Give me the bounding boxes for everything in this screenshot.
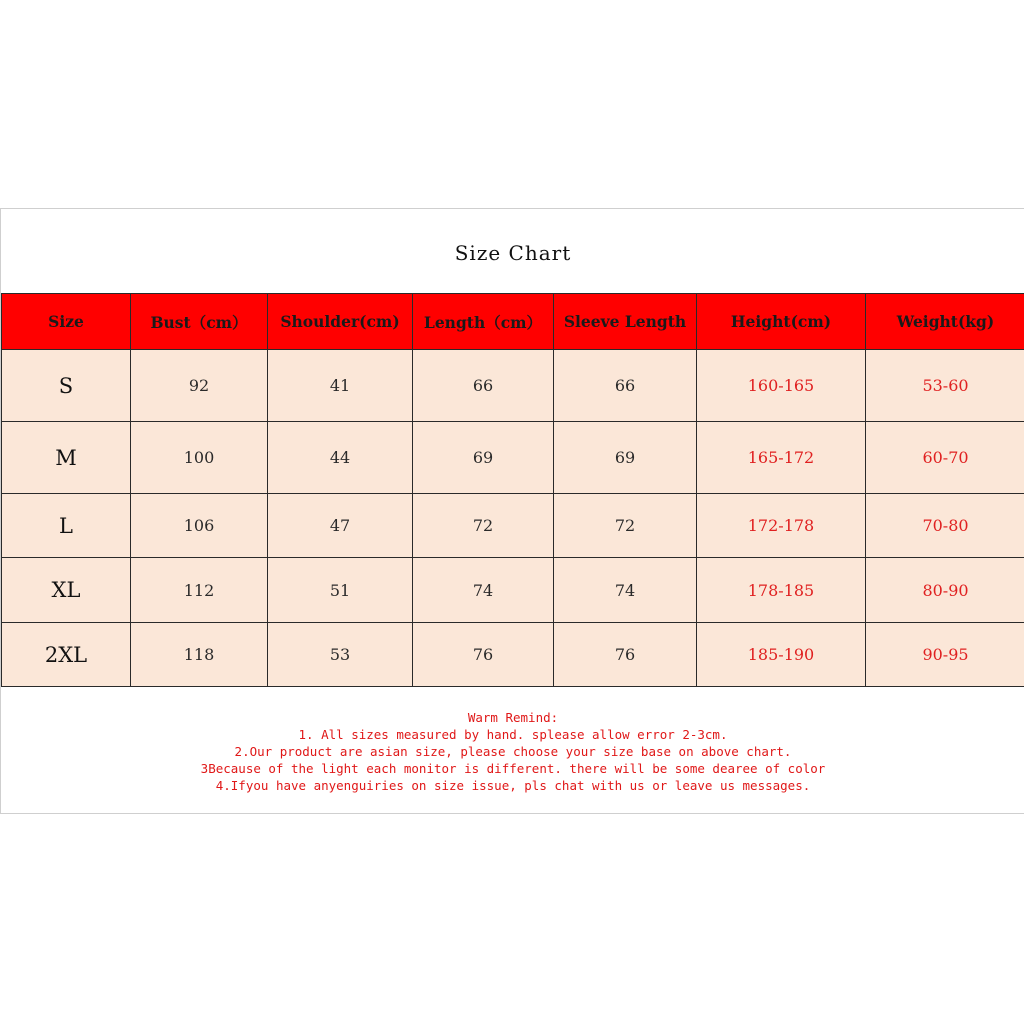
- note-line: 4.Ifyou have anyenguiries on size issue, pls chat with us or leave us messages.: [215, 778, 811, 793]
- bust-cell: 92: [131, 350, 268, 422]
- sleeve-length-cell: 76: [554, 623, 697, 687]
- length-cell: 69: [413, 422, 554, 494]
- warm-remind-notes: [1, 709, 1024, 794]
- table-header-row: [2, 294, 1024, 350]
- size-cell: L: [2, 494, 131, 558]
- header-shoulder: Shoulder(cm): [268, 294, 413, 350]
- height-cell: 185-190: [697, 623, 866, 687]
- shoulder-cell: 41: [268, 350, 413, 422]
- bust-cell: 112: [131, 558, 268, 623]
- weight-cell: 90-95: [866, 623, 1024, 687]
- weight-cell: 53-60: [866, 350, 1024, 422]
- table-row: [2, 350, 1024, 422]
- header-bust: Bust（cm）: [131, 294, 268, 350]
- sleeve-length-cell: 72: [554, 494, 697, 558]
- length-cell: 74: [413, 558, 554, 623]
- size-cell: S: [2, 350, 131, 422]
- weight-cell: 70-80: [866, 494, 1024, 558]
- height-cell: 178-185: [697, 558, 866, 623]
- header-sleeve-length: Sleeve Length: [554, 294, 697, 350]
- table-row: [2, 494, 1024, 558]
- sleeve-length-cell: 66: [554, 350, 697, 422]
- height-cell: 160-165: [697, 350, 866, 422]
- length-cell: 76: [413, 623, 554, 687]
- table-row: [2, 623, 1024, 687]
- table-row: [2, 558, 1024, 623]
- sleeve-length-cell: 74: [554, 558, 697, 623]
- shoulder-cell: 44: [268, 422, 413, 494]
- bust-cell: 100: [131, 422, 268, 494]
- notes-heading: Warm Remind:: [467, 710, 559, 725]
- weight-cell: 60-70: [866, 422, 1024, 494]
- height-cell: 165-172: [697, 422, 866, 494]
- header-height: Height(cm): [697, 294, 866, 350]
- header-length: Length（cm）: [413, 294, 554, 350]
- header-size: Size: [2, 294, 131, 350]
- size-cell: 2XL: [2, 623, 131, 687]
- header-weight: Weight(kg): [866, 294, 1024, 350]
- length-cell: 72: [413, 494, 554, 558]
- table-row: [2, 422, 1024, 494]
- size-table: [1, 293, 1024, 687]
- note-line: 3Because of the light each monitor is different. there will be some dearee of color: [200, 761, 826, 776]
- height-cell: 172-178: [697, 494, 866, 558]
- shoulder-cell: 47: [268, 494, 413, 558]
- chart-title: Size Chart: [454, 241, 572, 265]
- size-cell: XL: [2, 558, 131, 623]
- shoulder-cell: 51: [268, 558, 413, 623]
- shoulder-cell: 53: [268, 623, 413, 687]
- bust-cell: 118: [131, 623, 268, 687]
- note-line: 2.Our product are asian size, please choose your size base on above chart.: [234, 744, 792, 759]
- size-cell: M: [2, 422, 131, 494]
- sleeve-length-cell: 69: [554, 422, 697, 494]
- weight-cell: 80-90: [866, 558, 1024, 623]
- note-line: 1. All sizes measured by hand. splease allow error 2-3cm.: [298, 727, 728, 742]
- bust-cell: 106: [131, 494, 268, 558]
- length-cell: 66: [413, 350, 554, 422]
- size-chart-card: [0, 208, 1024, 814]
